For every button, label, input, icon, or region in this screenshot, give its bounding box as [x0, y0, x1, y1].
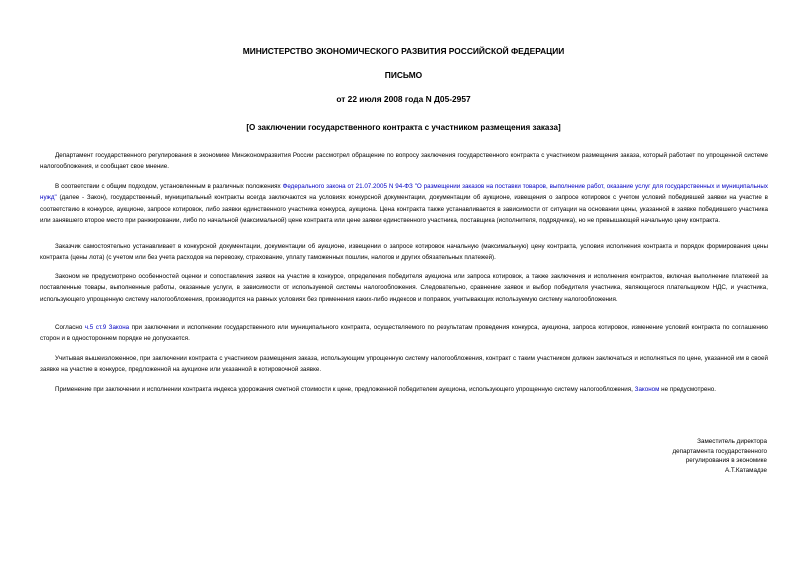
document-type: ПИСЬМО	[384, 70, 423, 80]
signature-position-line-2: департамента государственного	[672, 447, 767, 455]
signature-name: А.Т.Катамадзе	[724, 466, 767, 474]
paragraph-6: Учитывая вышеизложенное, при заключении контракта с участником размещения заказа, использующим упрощенную систему налогообложения, контракт с таким участником должен заключаться и исполняться по цене, указанной им в своей заявке на участие в конкурсе, предложенной на аукционе или указанной в котировочной заявке.	[40, 355, 768, 374]
paragraph-7	[40, 384, 768, 395]
paragraph-3: Заказчик самостоятельно устанавливает в конкурсной документации, документации об аукционе, извещении о запросе котировок начальную (максимальную) цену контракта, условия исполнения контракта и порядок формирования цены контракта (цены лота) (с учетом или без учета расходов на перевозку, страхование, уплату таможенных пошлин, налогов и других обязательных платежей).	[40, 243, 768, 262]
paragraph-5-text-start: Согласно	[55, 324, 85, 331]
paragraph-2-text-end: (далее - Закон), государственный, муниципальный контракты всегда заключаются на условиях конкурсной документации, документации об аукционе, извещения о запросе котировок с учетом условий победившей заявки на участие в соответствию в конкурсе, аукционе, запросе котировок, либо заявки единственного участника конкурса, аукциона. Цена контракта также устанавливается в зависимости от ситуации на основании цены, указанной в заявке победившего участника или занявшего второе место при ранжировании, либо по начальной (максимальной) цене контракта или цене заявки единственного участника, поставщика (исполнителя, подрядчика), но не превышающей начальную цену контракта.	[40, 194, 768, 225]
signature-block	[673, 437, 768, 475]
law-link-2[interactable]: Законом	[634, 386, 660, 393]
document-date-number: от 22 июля 2008 года N Д05-2957	[336, 94, 471, 104]
signature-position-line-3: регулирования в экономике	[685, 457, 767, 465]
law-link[interactable]: Закона	[108, 324, 130, 331]
paragraph-2	[40, 181, 768, 227]
signature-position-line-1: Заместитель директора	[697, 438, 767, 445]
paragraph-7-text-start: Применение при заключении и исполнении контракта индекса удорожания сметной стоимости к цене, предложенной победителем аукциона, использующего упрощенную систему налогообложения,	[55, 386, 635, 393]
paragraph-5	[40, 322, 768, 345]
paragraph-7-text-end: не предусмотрено.	[659, 386, 716, 393]
ministry-title: МИНИСТЕРСТВО ЭКОНОМИЧЕСКОГО РАЗВИТИЯ РОССИЙСКОЙ ФЕДЕРАЦИИ	[242, 46, 565, 56]
federal-law-link[interactable]: Федерального закона от 21.07.2005 N 94-ФЗ "О размещении заказов на поставки товаров, выполнение работ, оказание услуг для государственных и муниципальных нужд"	[40, 183, 768, 202]
paragraph-4: Законом не предусмотрено особенностей оценки и сопоставления заявок на участие в конкурсе, определения победителя аукциона или запроса котировок, а также заключения и исполнения контрактов, включая выполнение платежей за поставленные товары, выполненные работы, оказанные услуги, в зависимости от используемой системы налогообложения. Следовательно, сравнение заявок и выбор победителя участника, являющегося плательщиком НДС, и участника, использующего упрощенную систему налогообложения, производится на равных условиях без применения каких-либо индексов и поправок, учитывающих используемую систему налогообложения.	[40, 273, 768, 303]
paragraph-1: Департамент государственного регулирования в экономике Минэкономразвития России рассмотрел обращение по вопросу заключения государственного контракта с участником размещения заказа, который работает по упрощенной системе налогообложения, и сообщает свое мнение.	[40, 152, 768, 171]
document-subject: [О заключении государственного контракта с участником размещения заказа]	[246, 123, 561, 132]
paragraph-5-text-end: при заключении и исполнении государственного или муниципального контракта, осуществляемого по результатам проведения конкурса, аукциона, запроса котировок, изменение условий контракта по соглашению сторон и в одностороннем порядке не допускается.	[40, 324, 768, 343]
law-article-link[interactable]: ч.5 ст.9	[84, 324, 107, 331]
paragraph-2-text-start: В соответствии с общим подходом, установленным в различных положениях	[55, 183, 283, 190]
